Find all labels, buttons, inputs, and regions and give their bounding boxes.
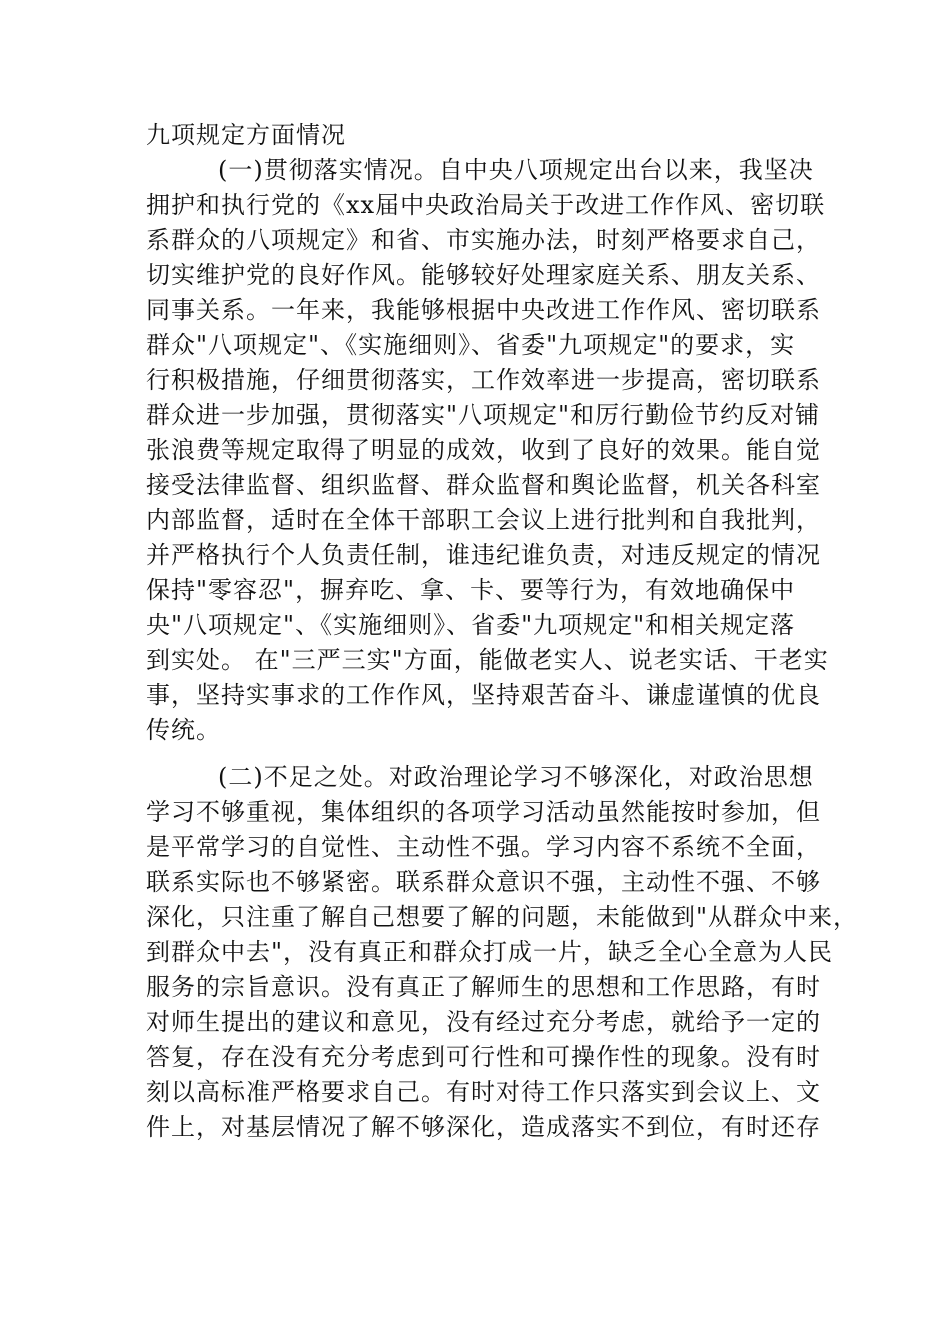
- paragraph-line: 接受法律监督、组织监督、群众监督和舆论监督，机关各科室: [146, 471, 821, 499]
- paragraph-line: 刻以高标准严格要求自己。有时对待工作只落实到会议上、文: [146, 1078, 821, 1106]
- paragraph-line: 张浪费等规定取得了明显的成效，收到了良好的效果。能自觉: [146, 436, 821, 464]
- paragraph-line: 切实维护党的良好作风。能够较好处理家庭关系、朋友关系、: [146, 261, 821, 289]
- paragraph-line: 并严格执行个人负责任制，谁违纪谁负责，对违反规定的情况: [146, 541, 821, 569]
- paragraph-line: 件上，对基层情况了解不够深化，造成落实不到位，有时还存: [146, 1113, 821, 1141]
- paragraph-line: (二)不足之处。对政治理论学习不够深化，对政治思想: [218, 763, 814, 791]
- paragraph-line: 到群众中去"，没有真正和群众打成一片，缺乏全心全意为人民: [146, 938, 834, 966]
- paragraph-line: 拥护和执行党的《xx届中央政治局关于改进工作作风、密切联: [146, 191, 826, 219]
- paragraph-line: 深化，只注重了解自己想要了解的问题，未能做到"从群众中来，: [146, 903, 859, 931]
- paragraph-line: 同事关系。一年来，我能够根据中央改进工作作风、密切联系: [146, 296, 821, 324]
- document-body: [146, 118, 859, 1145]
- paragraph-line: (一)贯彻落实情况。自中央八项规定出台以来，我坚决: [218, 156, 814, 184]
- paragraph-line: 到实处。 在"三严三实"方面，能做老实人、说老实话、干老实: [146, 646, 829, 674]
- paragraph-line: 传统。: [146, 716, 221, 744]
- paragraph-line: 答复，存在没有充分考虑到可行性和可操作性的现象。没有时: [146, 1043, 821, 1071]
- paragraph-line: 系群众的八项规定》和省、市实施办法，时刻严格要求自己，: [146, 226, 821, 254]
- paragraph-shortcomings: [146, 760, 859, 1145]
- section-heading: 九项规定方面情况: [146, 121, 346, 149]
- paragraph-line: 保持"零容忍"，摒弃吃、拿、卡、要等行为，有效地确保中: [146, 576, 796, 604]
- paragraph-line: 对师生提出的建议和意见，没有经过充分考虑，就给予一定的: [146, 1008, 821, 1036]
- paragraph-implementation: [146, 153, 846, 748]
- paragraph-line: 行积极措施，仔细贯彻落实，工作效率进一步提高，密切联系: [146, 366, 821, 394]
- paragraph-line: 学习不够重视，集体组织的各项学习活动虽然能按时参加，但: [146, 798, 821, 826]
- paragraph-line: 内部监督，适时在全体干部职工会议上进行批判和自我批判，: [146, 506, 821, 534]
- paragraph-line: 央"八项规定"、《实施细则》、省委"九项规定"和相关规定落: [146, 611, 796, 639]
- paragraph-line: 联系实际也不够紧密。联系群众意识不强，主动性不强、不够: [146, 868, 821, 896]
- paragraph-spacer: [146, 748, 846, 760]
- paragraph-line: 事，坚持实事求的工作作风，坚持艰苦奋斗、谦虚谨慎的优良: [146, 681, 821, 709]
- paragraph-line: 群众"八项规定"、《实施细则》、省委"九项规定"的要求，实: [146, 331, 796, 359]
- paragraph-line: 群众进一步加强，贯彻落实"八项规定"和厉行勤俭节约反对铺: [146, 401, 821, 429]
- paragraph-line: 是平常学习的自觉性、主动性不强。学习内容不系统不全面，: [146, 833, 821, 861]
- paragraph-line: 服务的宗旨意识。没有真正了解师生的思想和工作思路，有时: [146, 973, 821, 1001]
